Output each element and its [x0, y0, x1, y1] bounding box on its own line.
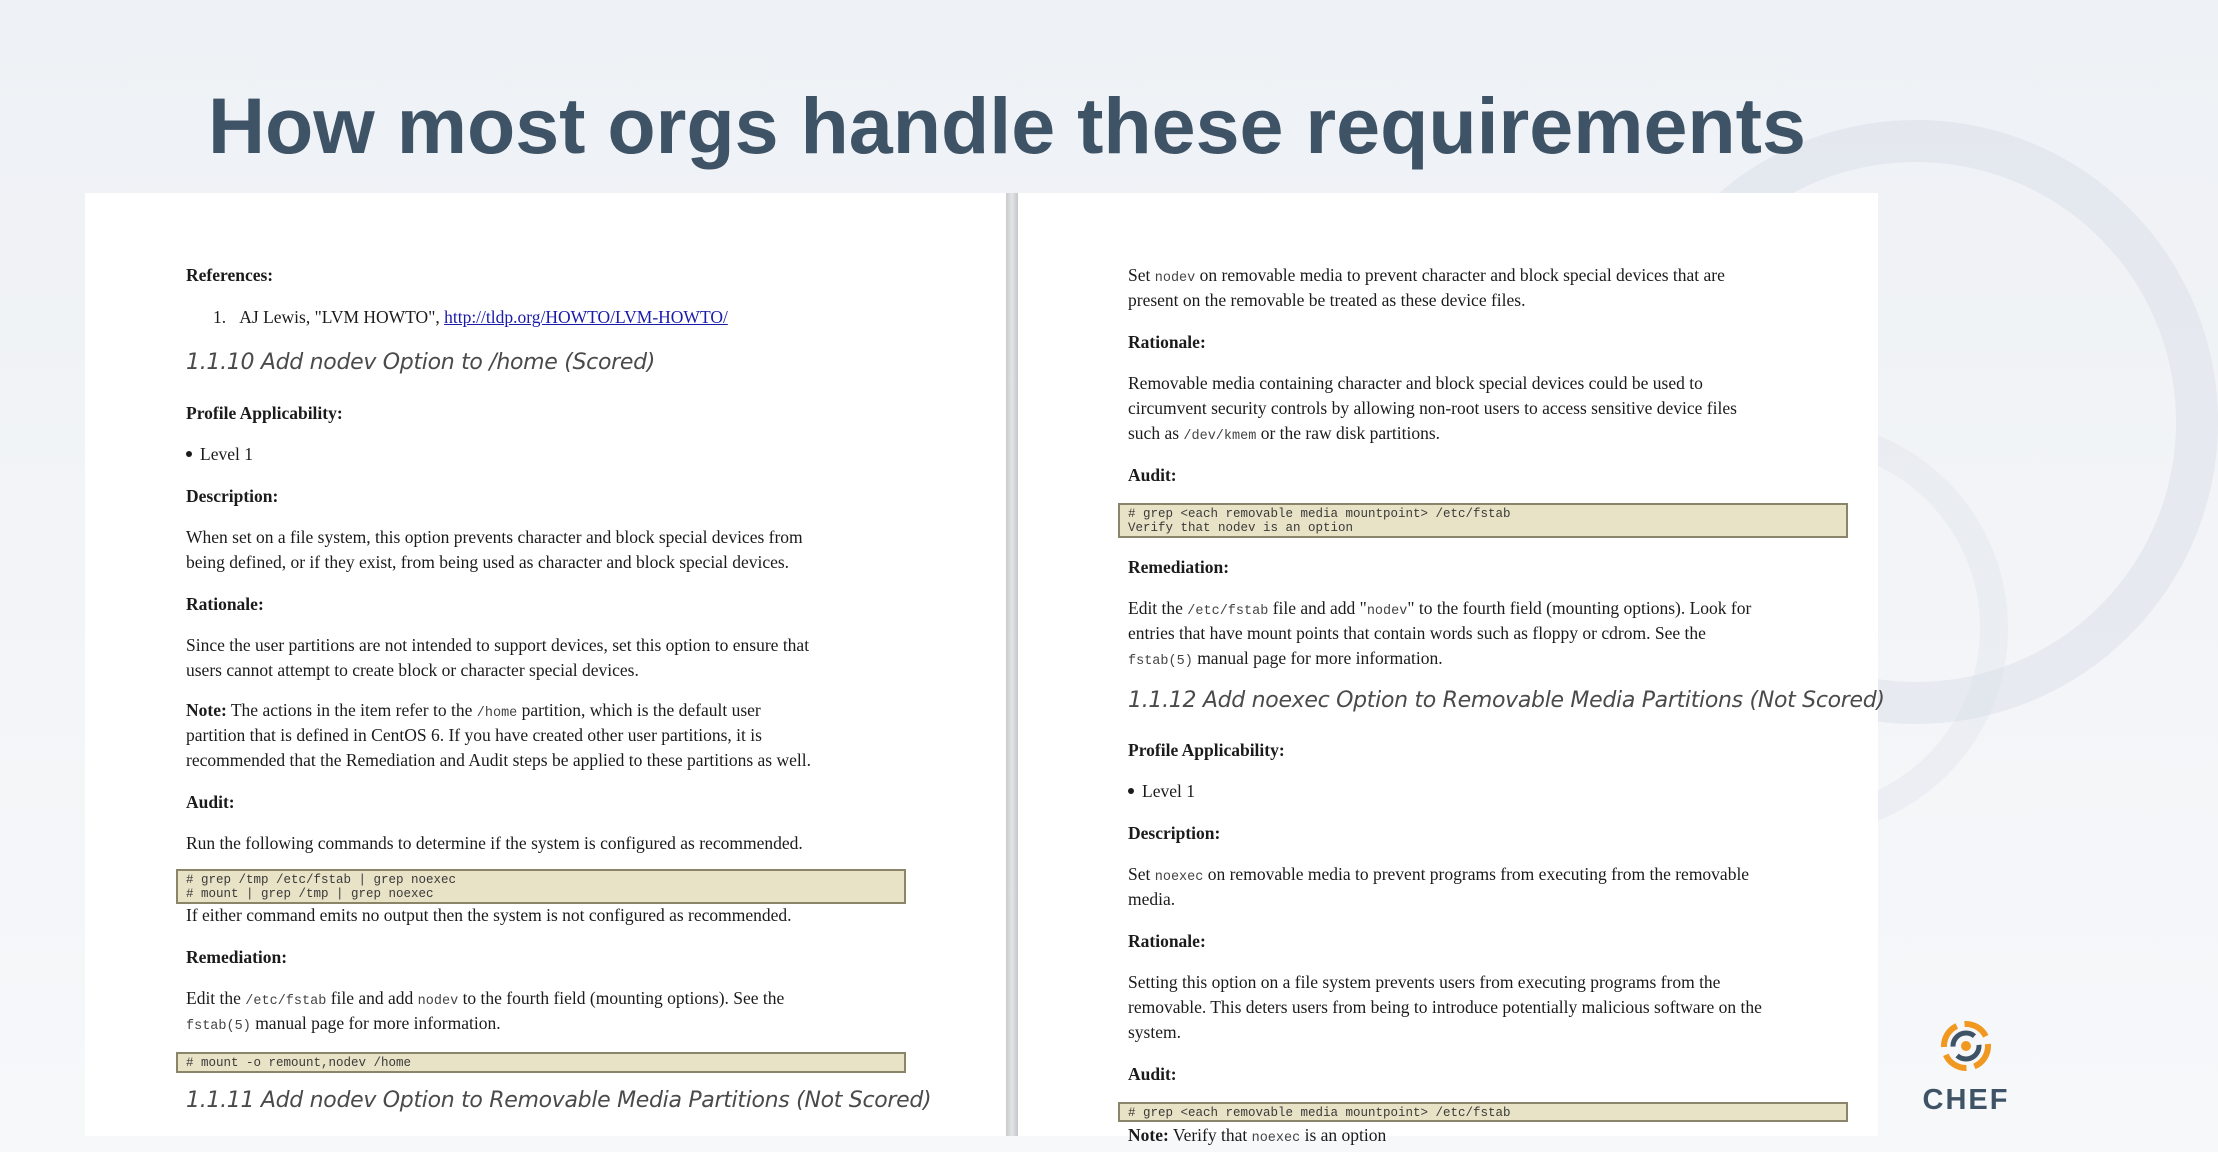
- note-label: Note:: [186, 700, 227, 720]
- rationale-line: system.: [1128, 1022, 1181, 1042]
- chef-wordmark: CHEF: [1922, 1084, 2010, 1116]
- code-line: # mount | grep /tmp | grep noexec: [186, 887, 434, 901]
- description-label: Description:: [186, 486, 279, 506]
- description-line: media.: [1128, 889, 1176, 909]
- inline-code: /etc/fstab: [245, 994, 327, 1009]
- chef-logo: [1916, 1016, 2016, 1120]
- bullet-item: [1128, 779, 1195, 804]
- slide-title: How most orgs handle these requirements: [208, 81, 1806, 170]
- reference-item: [213, 305, 728, 330]
- description-line: being defined, or if they exist, from being used as character and block special devices.: [186, 552, 790, 572]
- rationale-line: Setting this option on a file system prevents users from executing programs from the: [1128, 972, 1721, 992]
- inline-code: nodev: [1366, 604, 1408, 619]
- references-label: References:: [186, 265, 274, 285]
- audit-text: Run the following commands to determine if the system is configured as recommended.: [186, 833, 803, 853]
- bullet-icon: [186, 451, 192, 457]
- remediation-text: to the fourth field (mounting options). See the: [458, 988, 785, 1008]
- rationale-line: Since the user partitions are not intended to support devices, set this option to ensure that: [186, 635, 810, 655]
- level-text: Level 1: [200, 444, 253, 464]
- inline-code: noexec: [1154, 870, 1204, 885]
- document-page-right: [1018, 193, 1885, 1146]
- rationale-label: Rationale:: [1128, 332, 1206, 352]
- code-block-audit: [1118, 503, 1848, 538]
- body-text: Set: [1128, 265, 1155, 285]
- body-text: on removable media to prevent programs from executing from the removable: [1203, 864, 1750, 884]
- remediation-line: [1128, 646, 1443, 674]
- inline-code: /home: [476, 706, 518, 721]
- section-heading-1-1-11: 1.1.11 Add nodev Option to Removable Media Partitions (Not Scored): [186, 1088, 932, 1113]
- remediation-text: file and add ": [1268, 598, 1367, 618]
- body-text: Set: [1128, 864, 1155, 884]
- body-text: or the raw disk partitions.: [1256, 423, 1441, 443]
- rationale-line: [1128, 421, 1440, 449]
- remediation-label: Remediation:: [186, 947, 288, 967]
- code-block-audit: [176, 869, 906, 904]
- remediation-text: manual page for more information.: [250, 1013, 501, 1033]
- document-page-left: [85, 193, 1006, 1136]
- rationale-label: Rationale:: [1128, 931, 1206, 951]
- description-label: Description:: [1128, 823, 1221, 843]
- set-line: [1128, 263, 1725, 291]
- remediation-text: file and add: [326, 988, 418, 1008]
- reference-text: 1. AJ Lewis, "LVM HOWTO",: [213, 307, 445, 327]
- note-line: recommended that the Remediation and Audit steps be applied to these partitions as well.: [186, 750, 811, 770]
- chef-logo-icon: [1938, 1016, 1994, 1076]
- inline-code: fstab(5): [1128, 654, 1193, 669]
- code-block-remediation: # mount -o remount,nodev /home: [176, 1052, 906, 1073]
- remediation-line: [1128, 596, 1751, 624]
- note-label: Note:: [1128, 1125, 1169, 1145]
- description-line: [1128, 862, 1749, 890]
- inline-code: /etc/fstab: [1187, 604, 1269, 619]
- note-text: Verify that: [1168, 1125, 1252, 1145]
- remediation-text: Edit the: [1128, 598, 1188, 618]
- rationale-label: Rationale:: [186, 594, 264, 614]
- code-block-audit: # grep <each removable media mountpoint> /etc/fstab: [1118, 1102, 1848, 1122]
- rationale-line: removable. This deters users from being to introduce potentially malicious software on the: [1128, 997, 1762, 1017]
- note-line: [1128, 1123, 1386, 1151]
- profile-applicability-label: Profile Applicability:: [186, 403, 343, 423]
- rationale-line: circumvent security controls by allowing non-root users to access sensitive device files: [1128, 398, 1737, 418]
- inline-code: nodev: [417, 994, 459, 1009]
- code-line: # grep /tmp /etc/fstab | grep noexec: [186, 873, 457, 887]
- reference-link[interactable]: http://tldp.org/HOWTO/LVM-HOWTO/: [444, 307, 728, 327]
- note-text: The actions in the item refer to the: [226, 700, 477, 720]
- profile-applicability-label: Profile Applicability:: [1128, 740, 1285, 760]
- inline-code: noexec: [1251, 1131, 1301, 1146]
- rationale-line: users cannot attempt to create block or character special devices.: [186, 660, 639, 680]
- audit-label: Audit:: [186, 792, 235, 812]
- note-line: partition that is defined in CentOS 6. If you have created other user partitions, it is: [186, 725, 762, 745]
- body-text: such as: [1128, 423, 1184, 443]
- remediation-text: " to the fourth field (mounting options). Look for: [1407, 598, 1752, 618]
- audit-result-text: If either command emits no output then the system is not configured as recommended.: [186, 905, 792, 925]
- remediation-line: [186, 986, 784, 1014]
- page-gutter: [1006, 193, 1018, 1136]
- remediation-line: entries that have mount points that contain words such as floppy or cdrom. See the: [1128, 623, 1706, 643]
- body-line: present on the removable be treated as these device files.: [1128, 290, 1526, 310]
- code-line: # grep <each removable media mountpoint> /etc/fstab: [1128, 507, 1511, 521]
- inline-code: /dev/kmem: [1183, 429, 1257, 444]
- section-heading-1-1-10: 1.1.10 Add nodev Option to /home (Scored): [186, 350, 656, 375]
- level-text: Level 1: [1142, 781, 1195, 801]
- remediation-line: [186, 1011, 501, 1039]
- body-text: on removable media to prevent character and block special devices that are: [1195, 265, 1725, 285]
- note-text: partition, which is the default user: [517, 700, 761, 720]
- code-line: Verify that nodev is an option: [1128, 521, 1354, 535]
- inline-code: fstab(5): [186, 1019, 251, 1034]
- bullet-icon: [1128, 788, 1134, 794]
- audit-label: Audit:: [1128, 1064, 1177, 1084]
- rationale-line: Removable media containing character and block special devices could be used to: [1128, 373, 1703, 393]
- audit-label: Audit:: [1128, 465, 1177, 485]
- description-line: When set on a file system, this option prevents character and block special devices from: [186, 527, 803, 547]
- remediation-label: Remediation:: [1128, 557, 1230, 577]
- bullet-item: [186, 442, 253, 467]
- remediation-text: Edit the: [186, 988, 246, 1008]
- note-text: is an option: [1300, 1125, 1387, 1145]
- section-heading-1-1-12: 1.1.12 Add noexec Option to Removable Media Partitions (Not Scored): [1128, 688, 1885, 713]
- inline-code: nodev: [1154, 271, 1196, 286]
- note-line: [186, 698, 761, 726]
- remediation-text: manual page for more information.: [1192, 648, 1443, 668]
